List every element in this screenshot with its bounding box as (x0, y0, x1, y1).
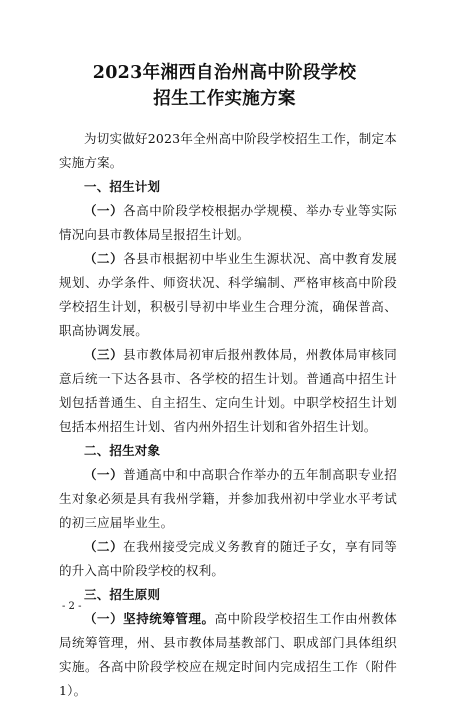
section-heading-plan: 一、招生计划 (84, 179, 161, 194)
plan-paragraph-2-lead: （二） (84, 251, 124, 266)
plan-paragraph-1-lead: （一） (84, 203, 124, 218)
document-title-line-1: 2023年湘西自治州高中阶段学校 (92, 63, 357, 83)
principle-paragraph-1-lead: （一）坚持统筹管理。 (84, 611, 215, 626)
target-paragraph-1 (59, 463, 397, 535)
intro-paragraph: 为切实做好2023年全州高中阶段学校招生工作，制定本实施方案。 (59, 131, 397, 170)
target-paragraph-2 (59, 535, 397, 583)
principle-paragraph-1-text: 高中阶段学校招生工作由州教体局统筹管理，州、县市教体局基教部门、职成部门具体组织实施。各高中阶段学校应在规定时间内完成招生工作（附件1）。 (59, 611, 397, 698)
page-number: - 2 - (62, 601, 82, 612)
plan-paragraph-1 (59, 199, 397, 247)
document-body (59, 127, 397, 703)
target-paragraph-1-text: 普通高中和中高职合作举办的五年制高职专业招生对象必须是具有我州学籍，并参加我州初中学业水平考试的初三应届毕业生。 (59, 467, 397, 530)
target-paragraph-2-lead: （二） (84, 539, 124, 554)
document-title-line-2: 招生工作实施方案 (153, 89, 296, 109)
section-heading-principle: 三、招生原则 (84, 587, 161, 602)
plan-paragraph-3-lead: （三） (84, 347, 124, 362)
plan-paragraph-3-text: 县市教体局初审后报州教体局，州教体局审核同意后统一下达各县市、各学校的招生计划。普通高中招生计划包括普通生、自主招生、定向生计划。中职学校招生计划包括本州招生计划、省内州外招生计划和省外招生计划。 (59, 347, 397, 434)
principle-paragraph-1 (59, 607, 397, 703)
target-paragraph-2-text: 在我州接受完成义务教育的随迁子女，享有同等的升入高中阶段学校的权利。 (59, 539, 397, 578)
plan-paragraph-2-text: 各县市根据初中毕业生生源状况、高中教育发展规划、办学条件、师资状况、科学编制、严格审核高中阶段学校招生计划，积极引导初中毕业生合理分流，确保普高、职高协调发展。 (59, 251, 397, 338)
plan-paragraph-1-text: 各高中阶段学校根据办学规模、举办专业等实际情况向县市教体局呈报招生计划。 (59, 203, 397, 242)
plan-paragraph-3 (59, 343, 397, 439)
plan-paragraph-2 (59, 247, 397, 343)
target-paragraph-1-lead: （一） (84, 467, 124, 482)
section-heading-target: 二、招生对象 (84, 443, 161, 458)
